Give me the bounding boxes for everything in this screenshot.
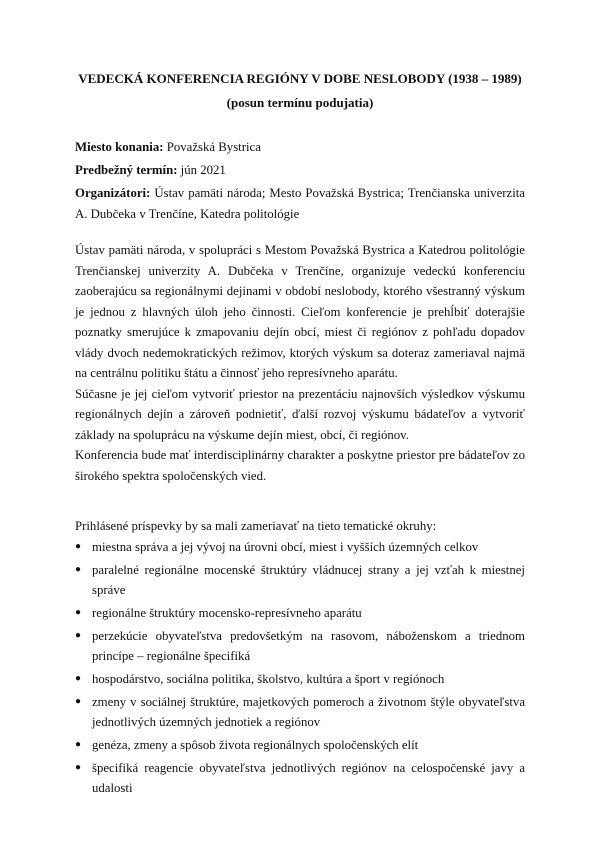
list-item bbox=[75, 626, 525, 666]
list-item-text: regionálne štruktúry mocensko-represívneho aparátu bbox=[92, 606, 362, 620]
list-item-text: špecifiká reagencie obyvateľstva jednotlivých regiónov na celospočenské javy a udalosti bbox=[92, 761, 525, 795]
document-title: VEDECKÁ KONFERENCIA REGIÓNY V DOBE NESLOBODY (1938 – 1989) bbox=[78, 71, 522, 86]
date-line bbox=[75, 160, 525, 181]
list-item bbox=[75, 560, 525, 600]
document-subtitle: (posun termínu podujatia) bbox=[226, 95, 374, 110]
venue-label: Miesto konania: bbox=[75, 140, 164, 154]
venue-value: Považská Bystrica bbox=[163, 140, 261, 154]
bullet-icon: ● bbox=[75, 541, 82, 552]
list-item-text: zmeny v sociálnej štruktúre, majetkových pomeroch a životnom štýle obyvateľstva jednotlivých územných jednotiek a regiónov bbox=[92, 695, 525, 729]
list-item-text: miestna správa a jej vývoj na úrovni obcí, miest i vyšších územných celkov bbox=[92, 540, 479, 554]
bullet-icon: ● bbox=[75, 630, 82, 641]
list-item-text: genéza, zmeny a spôsob života regionálnych spoločenských elít bbox=[92, 738, 419, 752]
organizers-label: Organizátori: bbox=[75, 186, 151, 200]
list-item-text: hospodárstvo, sociálna politika, školstvo, kultúra a šport v regiónoch bbox=[92, 672, 445, 686]
list-item bbox=[75, 758, 525, 798]
paragraph: Konferencia bude mať interdisciplinárny charakter a poskytne priestor pre bádateľov zo širokého spektra spoločenských vied. bbox=[75, 448, 525, 483]
organizers-value: Ústav pamäti národa; Mesto Považská Bystrica; Trenčianska univerzita A. Dubčeka v Trenčíne, Katedra politológie bbox=[75, 186, 525, 221]
bullet-icon: ● bbox=[75, 607, 82, 618]
list-item-text: paralelné regionálne mocenské štruktúry vládnucej strany a jej vzťah k miestnej správe bbox=[92, 563, 525, 597]
list-item bbox=[75, 537, 525, 557]
list-item bbox=[75, 603, 525, 623]
topics-intro: Prihlásené príspevky by sa mali zameriavať na tieto tematické okruhy: bbox=[75, 519, 437, 533]
venue-line bbox=[75, 137, 525, 158]
bullet-icon: ● bbox=[75, 564, 82, 575]
list-item bbox=[75, 735, 525, 755]
paragraph: Súčasne je jej cieľom vytvoriť priestor na prezentáciu najnovších výsledkov výskumu regionálnych dejín a zároveň podnietiť, ďalší rozvoj výskumu bádateľov a vytvoriť základy na spoluprácu na výskume dejín miest, obcí, či regiónov. bbox=[75, 386, 525, 442]
paragraph: Ústav pamäti národa, v spolupráci s Mestom Považská Bystrica a Katedrou politológie Trenčianskej univerzity A. Dubčeka v Trenčíne, organizuje vedeckú konferenciu zaoberajúcu sa regionálnymi dejinami v období neslobody, ktorého všestranný výskum je jednou z hlavných úloh jeho činnosti. Cieľom konferencie je prehĺbiť doterajšie poznatky smerujúce k zmapovaniu dejín obcí, miest či regiónov z pohľadu dopadov vlády dvoch nedemokratických režimov, ktorých výskum sa doteraz zameriaval najmä na centrálnu politiku štátu a činnosť jeho represívneho aparátu. bbox=[75, 243, 525, 380]
organizers-line bbox=[75, 183, 525, 224]
topics-list bbox=[75, 534, 525, 798]
bullet-icon: ● bbox=[75, 696, 82, 707]
list-item-text: perzekúcie obyvateľstva predovšetkým na rasovom, náboženskom a triednom princípe – regionálne špecifiká bbox=[92, 629, 525, 663]
list-item bbox=[75, 692, 525, 732]
list-item bbox=[75, 669, 525, 689]
date-value: jún 2021 bbox=[177, 163, 226, 177]
bullet-icon: ● bbox=[75, 762, 82, 773]
date-label: Predbežný termín: bbox=[75, 163, 178, 177]
bullet-icon: ● bbox=[75, 739, 82, 750]
body-text bbox=[75, 240, 525, 486]
bullet-icon: ● bbox=[75, 673, 82, 684]
